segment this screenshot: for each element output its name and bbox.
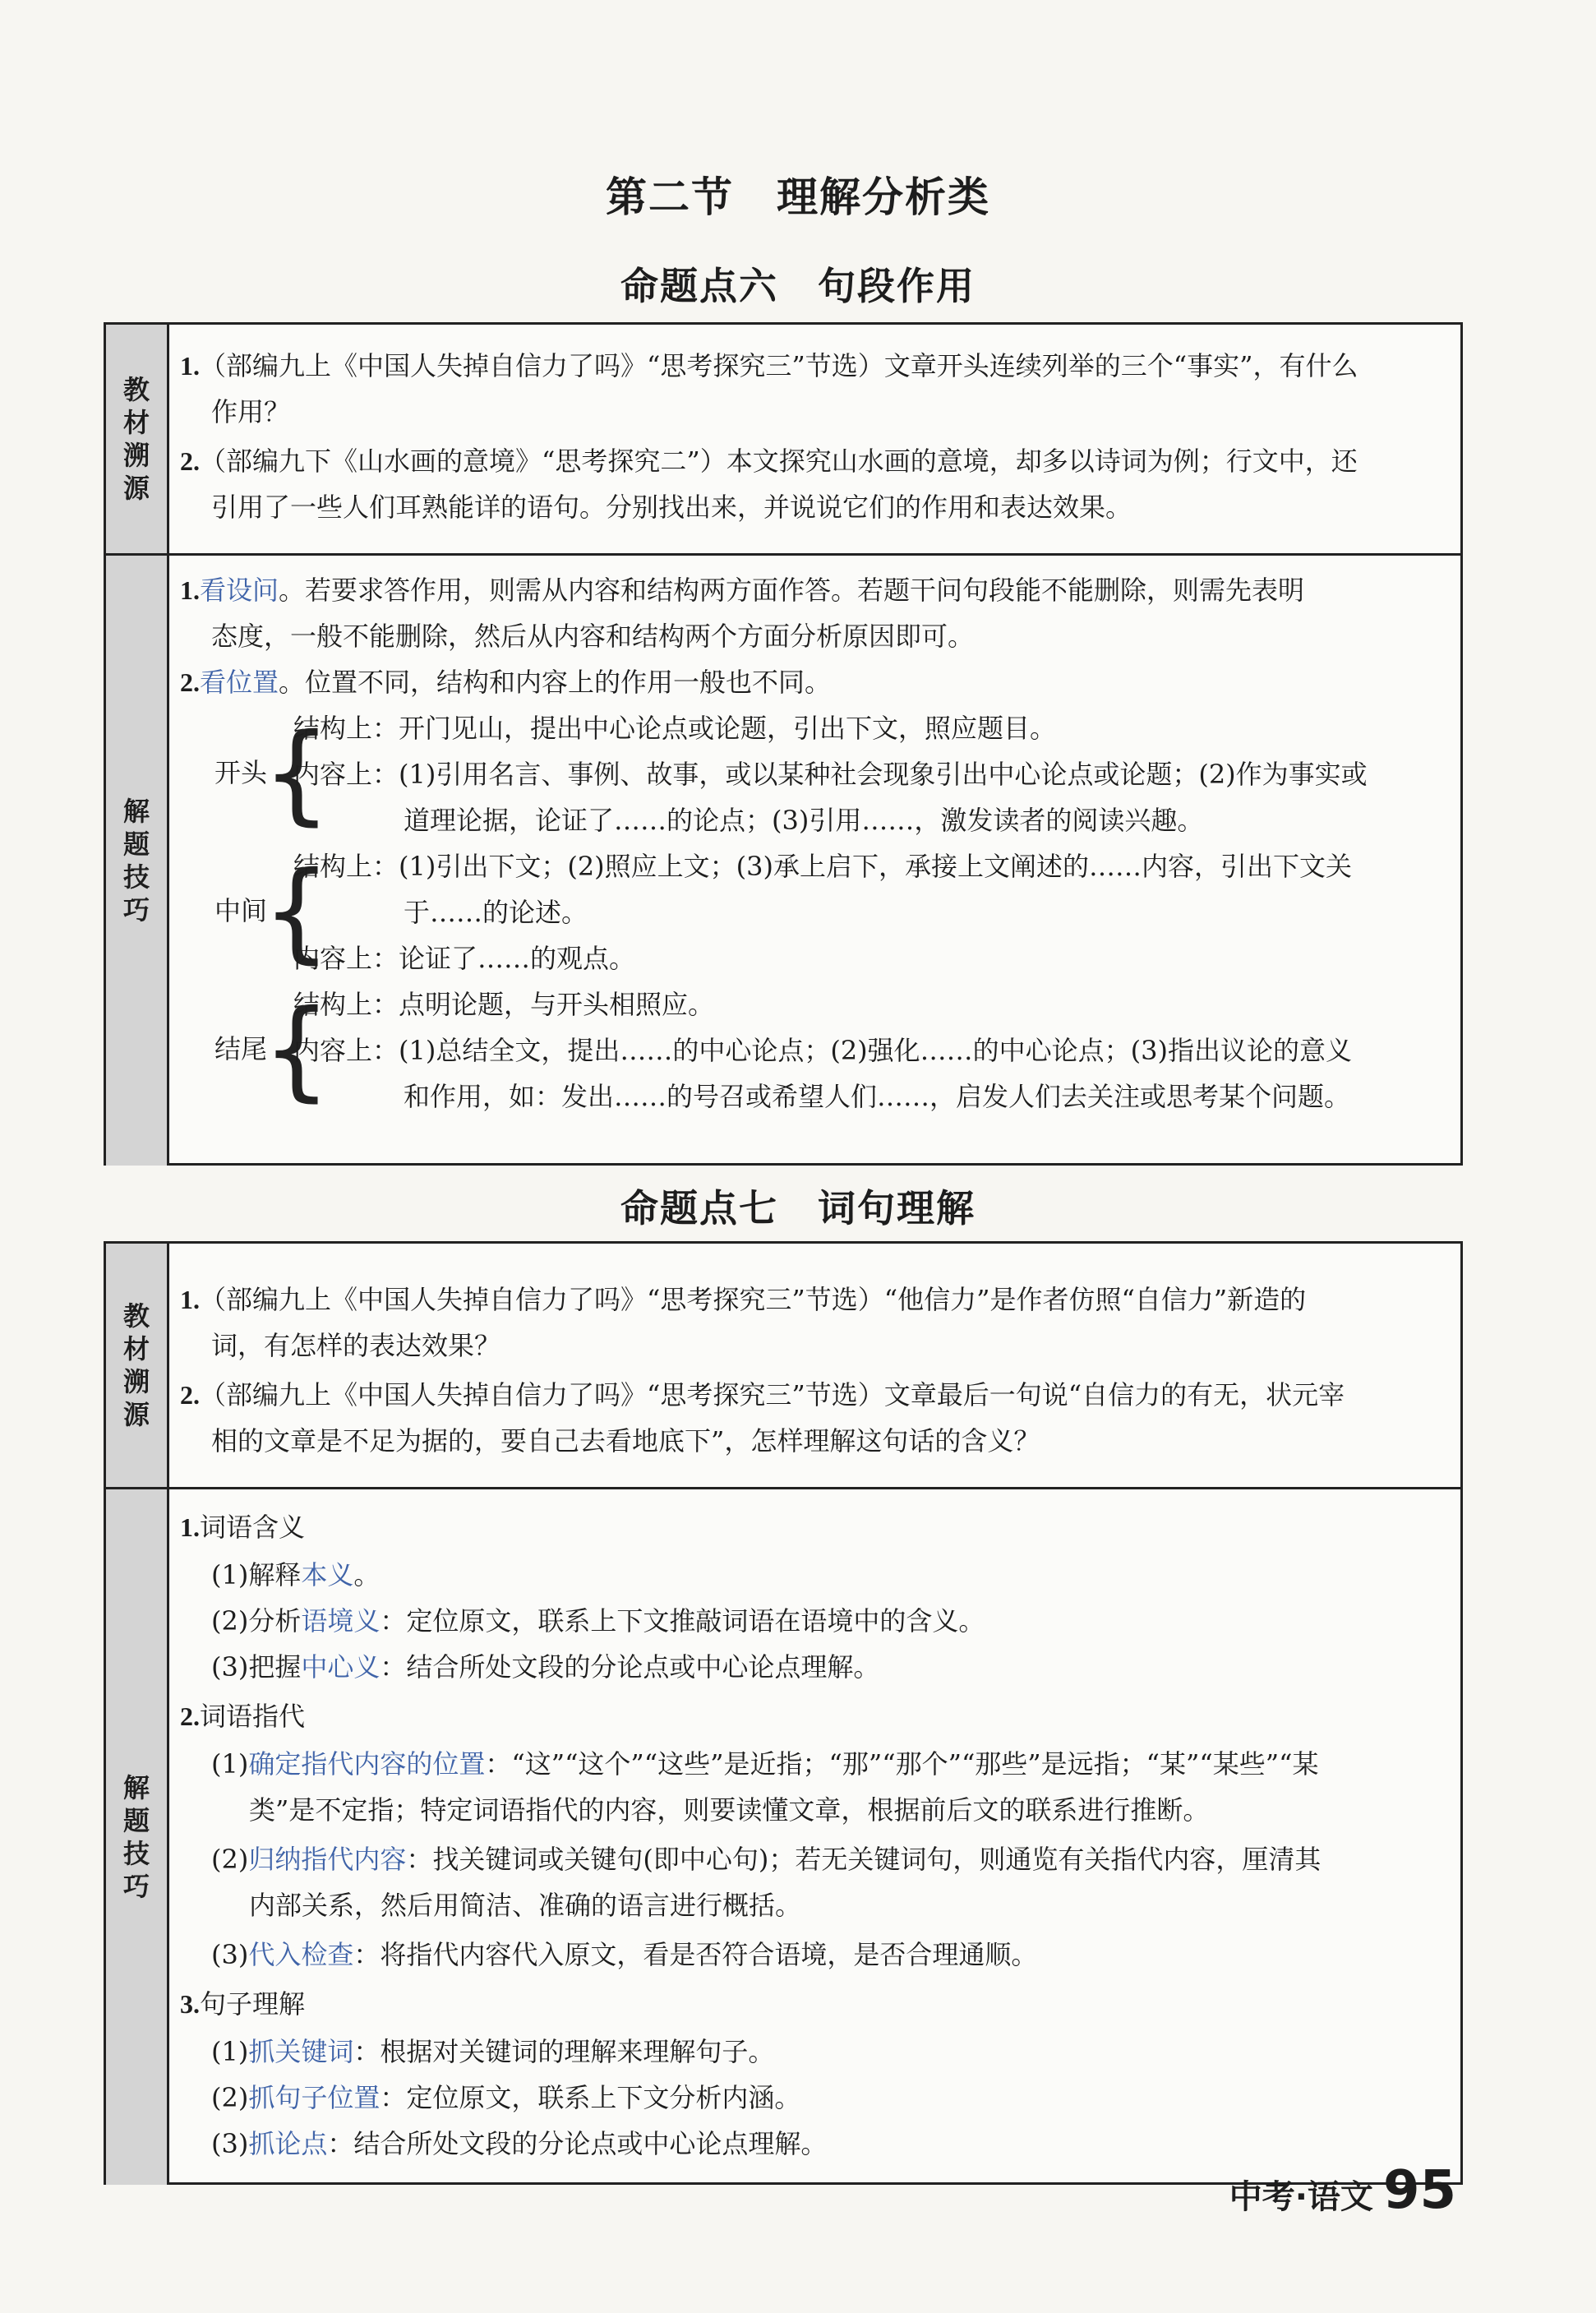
point6-source-label: 教材溯源 [122,374,150,504]
point7-skill-label: 解题技巧 [122,1772,150,1902]
point7-source-label-cell [106,1244,169,1487]
point7-a2: (2)分析语境义：定位原文，联系上下文推敲词语在语境中的含义。 [211,1605,985,1637]
mid-brace: { [262,848,331,975]
page-number: 95 [1382,2160,1456,2221]
point6-source-q2: 2.（部编九下《山水画的意境》“思考探究二”）本文探究山水画的意境，却多以诗词为例；行文中，还 [180,446,1358,477]
point6-panel [104,322,1463,1166]
point6-skill-row [106,553,1460,1166]
mid-content: 内容上：论证了……的观点。 [293,943,636,974]
point6-source-q1-cont: 作用？ [211,396,291,427]
point7-b1-cont: 类”是不定指；特定词语指代的内容，则要读懂文章，根据前后文的联系进行推断。 [249,1794,1210,1826]
head-content-cont: 道理论据，论证了……的论点；(3)引用……，激发读者的阅读兴趣。 [404,805,1204,836]
mid-struct-cont: 于……的论述。 [404,897,588,928]
point7-b2: (2)归纳指代内容：找关键词或关键句(即中心句)；若无关键词句，则通览有关指代内容，厘清其 [211,1844,1322,1875]
point6-skill-label: 解题技巧 [122,796,150,926]
point6-source-row [106,325,1460,553]
point6-source-q1: 1.（部编九上《中国人失掉自信力了吗》“思考探究三”节选）文章开头连续列举的三个“事实”，有什么 [180,350,1358,381]
point7-b2-cont: 内部关系，然后用简洁、准确的语言进行概括。 [249,1890,802,1921]
end-label: 结尾 [214,1033,268,1064]
point7-source-q1: 1.（部编九上《中国人失掉自信力了吗》“思考探究三”节选）“他信力”是作者仿照“自信力”新造的 [180,1284,1307,1315]
head-struct: 结构上：开门见山，提出中心论点或论题，引出下文，照应题目。 [293,713,1057,744]
point7-c1: (1)抓关键词：根据对关键词的理解来理解句子。 [211,2036,775,2067]
point7-h3: 3.句子理解 [180,1988,306,2020]
point7-h2: 2.词语指代 [180,1701,306,1732]
point7-source-q2: 2.（部编九上《中国人失掉自信力了吗》“思考探究三”节选）文章最后一句说“自信力的有无，状元宰 [180,1379,1345,1410]
point7-source-q2-cont: 相的文章是不足为据的，要自己去看地底下”，怎样理解这句话的含义？ [211,1425,1040,1457]
end-content: 内容上：(1)总结全文，提出……的中心论点；(2)强化……的中心论点；(3)指出议论的意义 [293,1035,1352,1066]
point7-a3: (3)把握中心义：结合所处文段的分论点或中心论点理解。 [211,1651,880,1683]
point7-title: 命题点七 词句理解 [620,1186,976,1230]
point7-panel [104,1241,1463,2185]
point7-skill-label-cell [106,1489,169,2185]
point7-c3: (3)抓论点：结合所处文段的分论点或中心论点理解。 [211,2128,828,2159]
point7-a1: (1)解释本义。 [211,1559,381,1590]
point7-skill-row [106,1487,1460,2185]
point7-b1: (1)确定指代内容的位置：“这”“这个”“这些”是近指；“那”“那个”“那些”是远指；“某”“某些”“某 [211,1748,1319,1780]
point7-c2: (2)抓句子位置：定位原文，联系上下文分析内涵。 [211,2082,801,2113]
point7-source-label: 教材溯源 [122,1300,150,1430]
head-label: 开头 [214,757,268,788]
end-content-cont: 和作用，如：发出……的号召或希望人们……，启发人们去关注或思考某个问题。 [404,1081,1351,1112]
point7-source-row [106,1244,1460,1487]
point6-skill-1: 1.看设问。若要求答作用，则需从内容和结构两方面作答。若题干问句段能不能删除，则需先表明 [180,575,1305,606]
end-brace: { [262,986,331,1113]
point6-source-q2-cont: 引用了一些人们耳熟能详的语句。分别找出来，并说说它们的作用和表达效果。 [211,492,1132,523]
mid-struct: 结构上：(1)引出下文；(2)照应上文；(3)承上启下，承接上文阐述的……内容，引出下文关 [293,851,1352,882]
point6-source-label-cell [106,325,169,553]
head-brace: { [262,710,331,837]
mid-label: 中间 [214,895,268,926]
point6-skill-2: 2.看位置。位置不同，结构和内容上的作用一般也不同。 [180,667,832,698]
head-content: 内容上：(1)引用名言、事例、故事，或以某种社会现象引出中心论点或论题；(2)作为事实或 [293,759,1368,790]
section-title: 第二节 理解分析类 [606,173,990,221]
point6-skill-1-cont: 态度，一般不能删除，然后从内容和结构两个方面分析原因即可。 [211,621,975,652]
point7-b3: (3)代入检查：将指代内容代入原文，看是否符合语境，是否合理通顺。 [211,1939,1038,1970]
point7-h1: 1.词语含义 [180,1512,306,1543]
page-footer [1229,2160,1456,2221]
footer-label: 中考·语文 [1229,2178,1373,2216]
end-struct: 结构上：点明论题，与开头相照应。 [293,989,715,1020]
point6-title: 命题点六 句段作用 [620,264,976,308]
point6-skill-label-cell [106,556,169,1166]
point7-source-q1-cont: 词，有怎样的表达效果？ [211,1330,501,1361]
